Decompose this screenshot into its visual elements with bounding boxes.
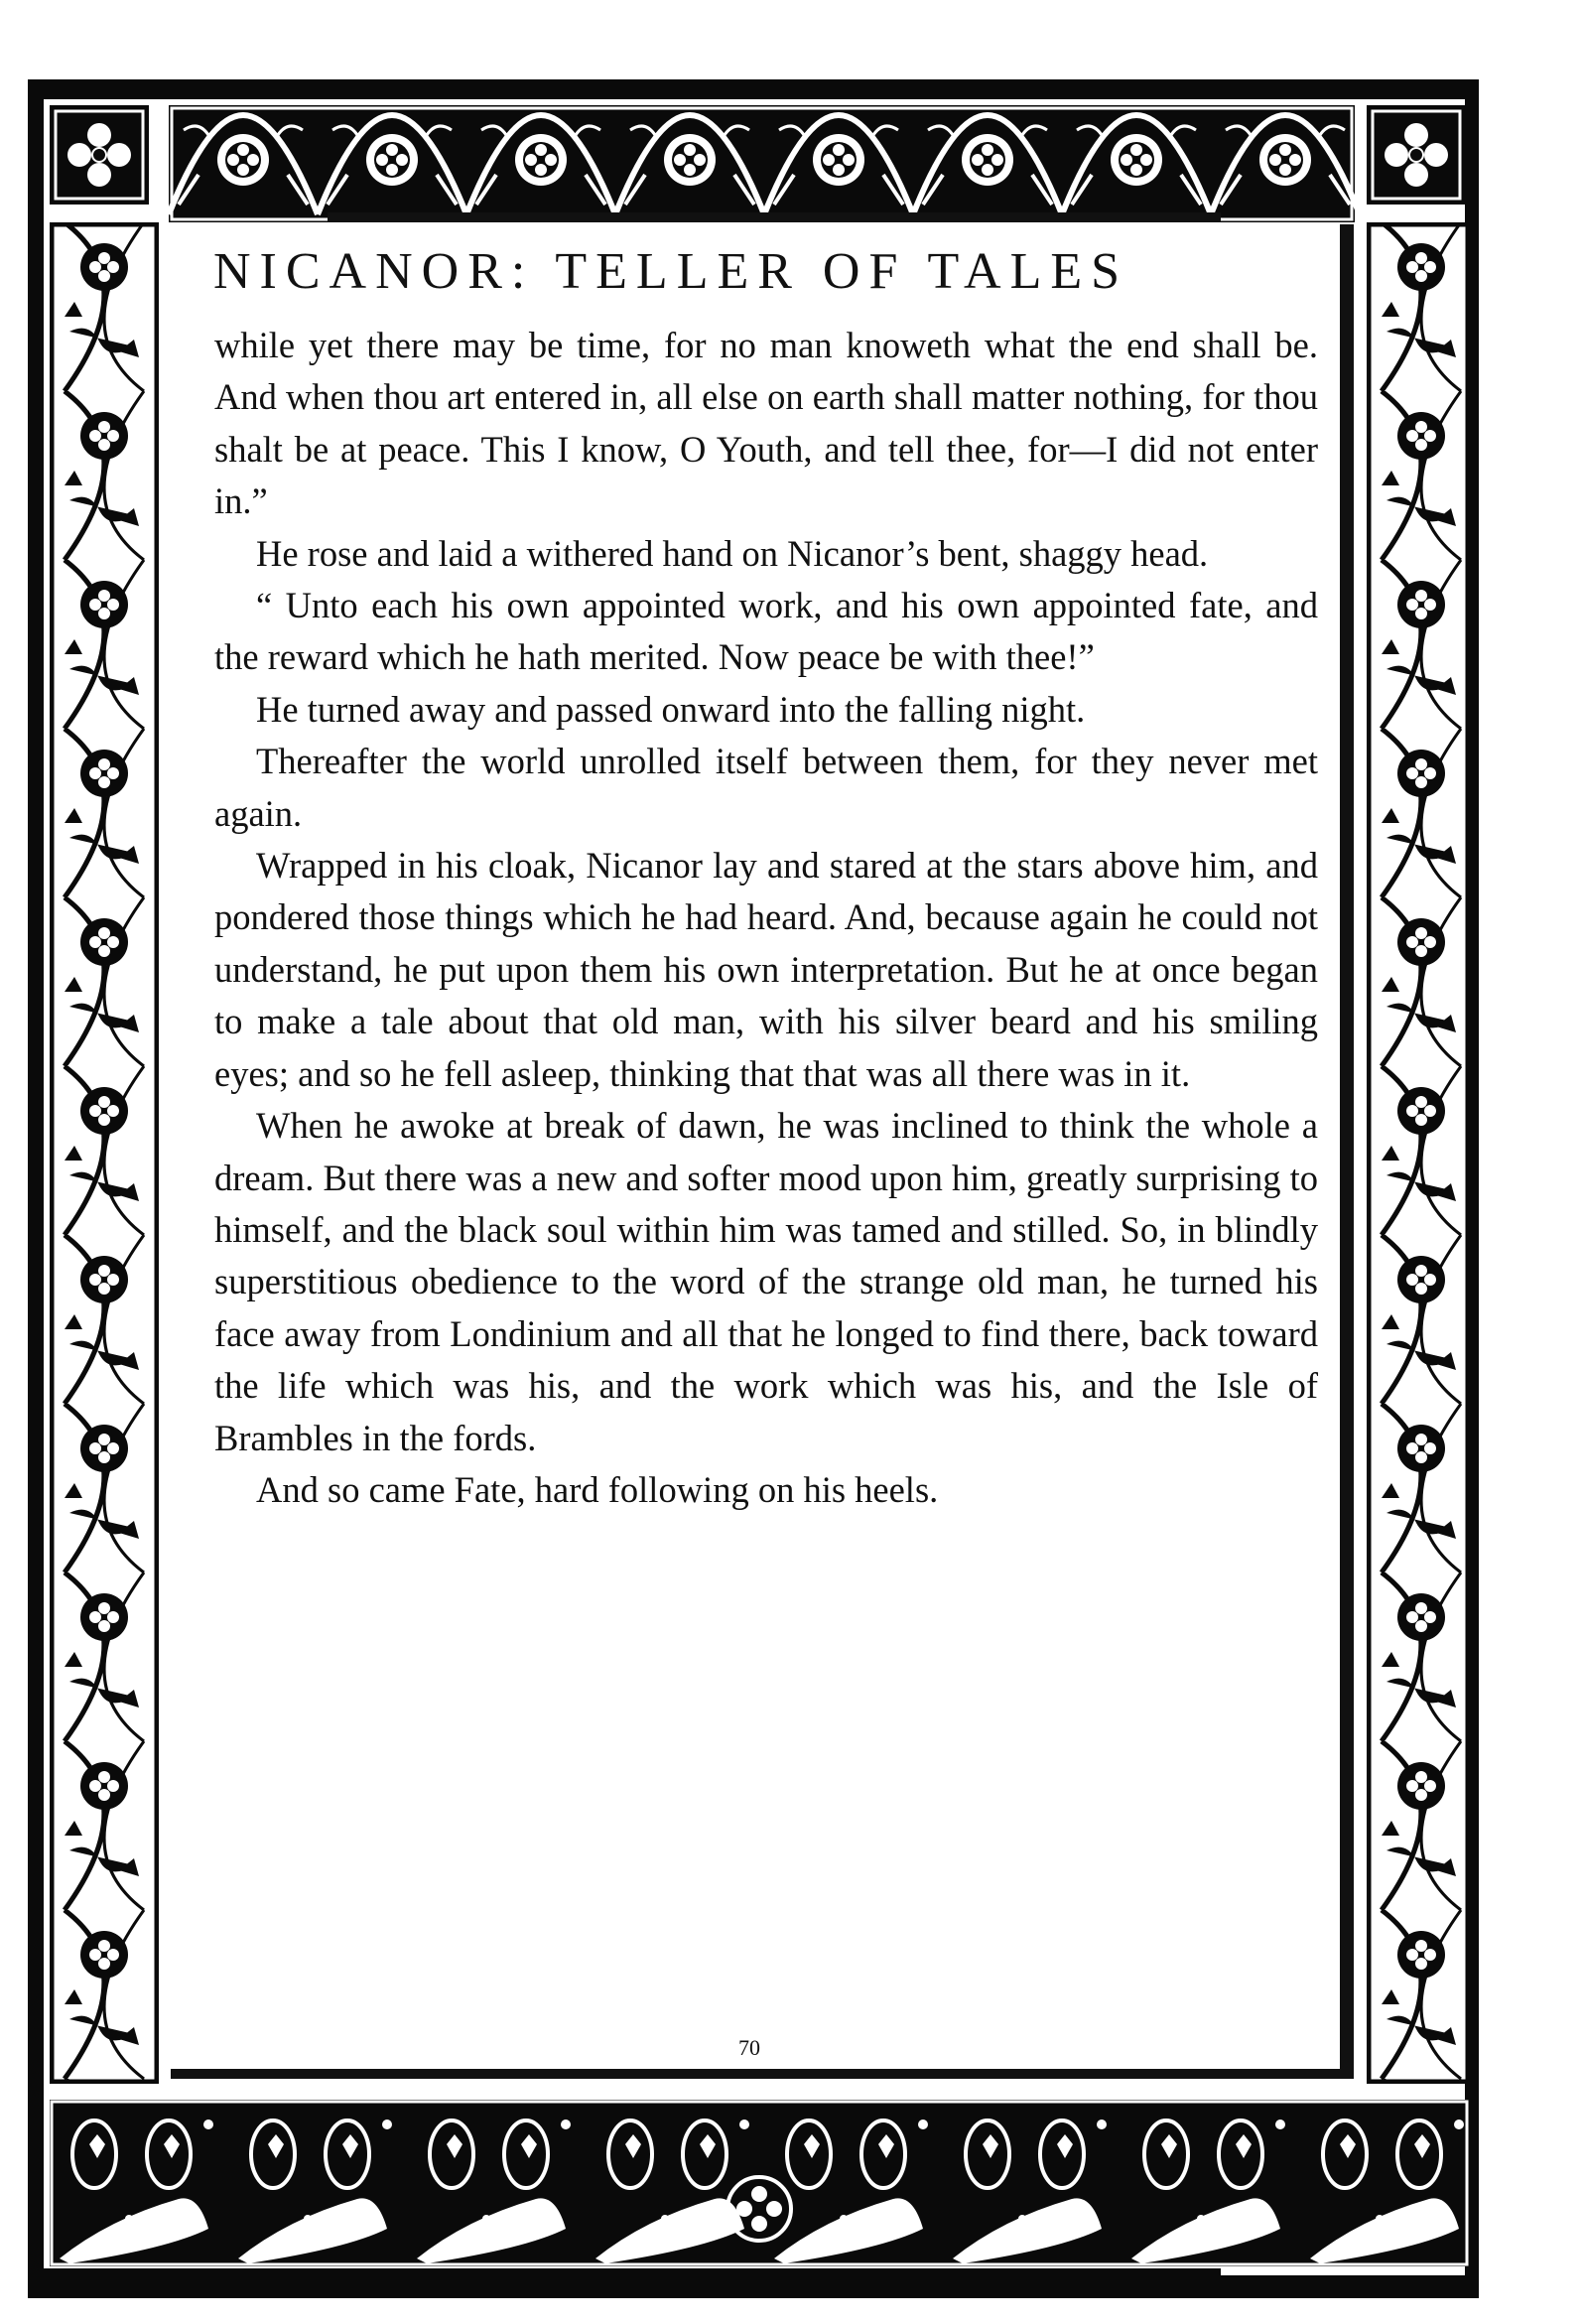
paragraph: while yet there may be time, for no man knoweth what the end shall be. And when thou art entered in, all else on earth shall matter nothing, for thou shalt be at peace. This I know, O Youth, and tell thee, for—I did not enter in.” [214,325,1318,522]
running-head: NICANOR: TELLER OF TALES [213,243,1129,300]
paragraph: When he awoke at break of dawn, he was inclined to think the whole a dream. But there was a new and softer mood upon him, greatly surprising to himself, and the black soul within him was tamed and stilled. So, in blindly superstitious obedience to the word of the strange old man, he turned his face away from Londinium and all that he longed to find there, back toward the life which was his, and the work which was his, and the Isle of Brambles in the fords. [214,1105,1318,1458]
left-vine-border [50,222,159,2084]
paragraph: Wrapped in his cloak, Nicanor lay and stared at the stars above him, and pondered those things which he had heard. And, because again he could not understand, he put upon them his own interpretation. But he at once began to make a tale about that old man, with his silver beard and his smiling eyes; and so he fell asleep, thinking that that was all there was in it. [214,845,1318,1094]
bottom-peacock-border [50,2100,1469,2266]
rosette-corner-icon [50,105,149,205]
top-floral-border [169,105,1355,222]
paragraph: He rose and laid a withered hand on Nicanor’s bent, shaggy head. [256,532,1209,574]
paragraph: And so came Fate, hard following on his heels. [256,1468,939,1510]
paragraph: Thereafter the world unrolled itself between them, for they never met again. [214,741,1318,834]
paragraph: “ Unto each his own appointed work, and his own appointed fate, and the reward which he hath merited. Now peace be with thee!” [214,585,1318,678]
bottom-ink-bar [30,2268,1221,2296]
heading-rule [328,212,1221,222]
body-text [214,320,1318,1516]
page-number: 70 [738,2035,760,2060]
rosette-corner-icon [1367,105,1466,205]
paragraph: He turned away and passed onward into the falling night. [256,688,1086,730]
right-vine-border [1367,222,1470,2084]
